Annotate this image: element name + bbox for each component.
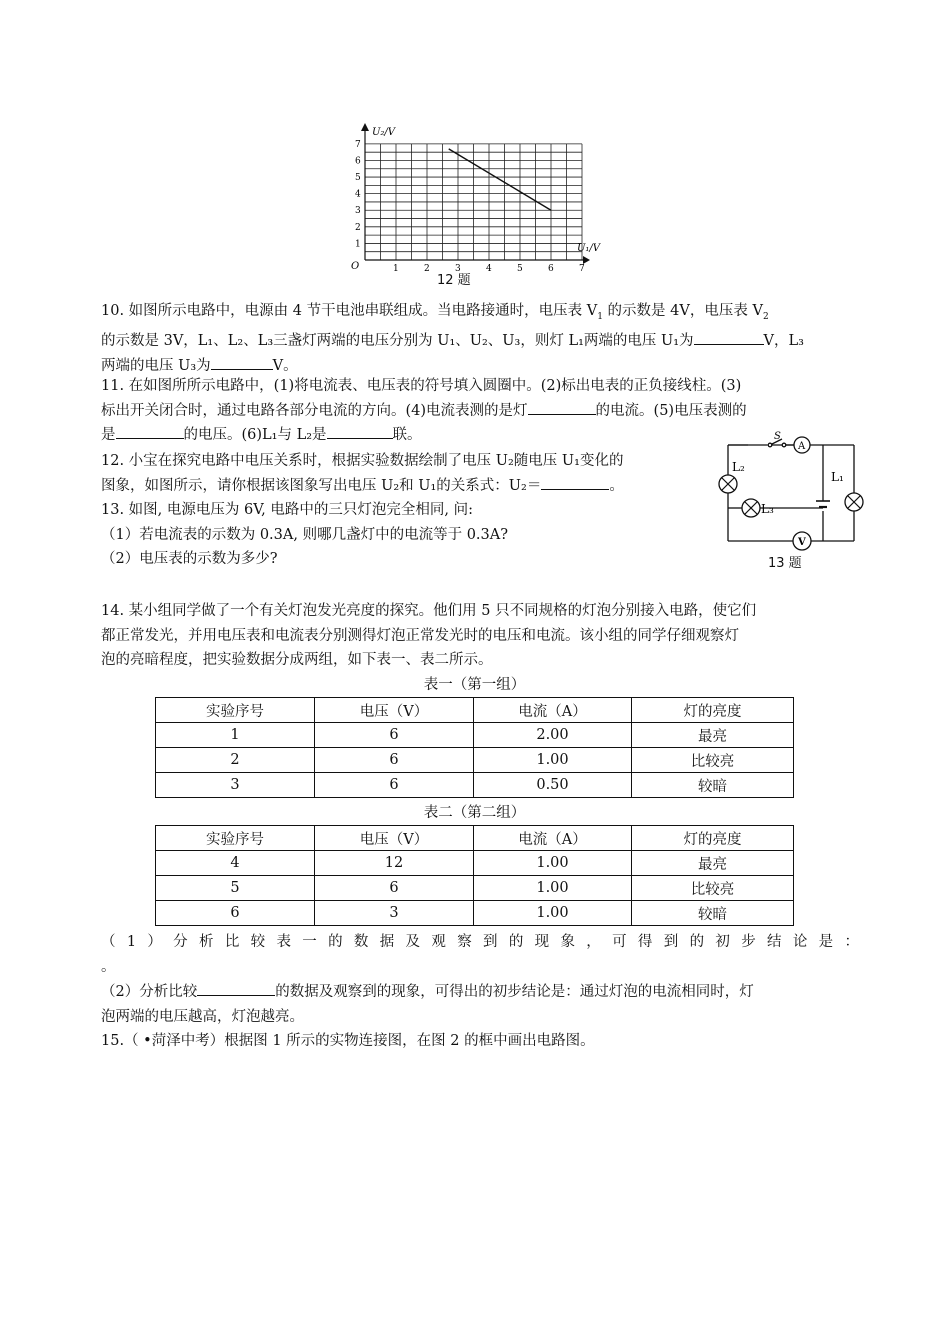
table-row	[156, 773, 794, 798]
table-row	[156, 851, 794, 876]
table-cell: 6	[315, 723, 474, 748]
q14-sub2	[101, 980, 861, 1029]
table-cell: 12	[315, 851, 474, 876]
table-cell: 最亮	[632, 851, 794, 876]
q10-sub-v1: 1	[597, 311, 603, 322]
table-cell: 1.00	[474, 901, 632, 926]
x-tick-label: 4	[486, 264, 492, 274]
graph-x-axis-label: U₁/V	[577, 243, 601, 254]
table-cell: 1	[156, 723, 315, 748]
voltage-graph	[345, 123, 605, 283]
q14-sub2a: （2）分析比较	[101, 984, 198, 1000]
x-tick-label: 1	[393, 264, 399, 274]
table-cell: 2	[156, 748, 315, 773]
table-cell: 1.00	[474, 876, 632, 901]
lamp-l2-label: L₂	[732, 460, 745, 474]
q12-blank-relation[interactable]	[541, 474, 609, 490]
q10-sub-v2: 2	[762, 311, 769, 322]
q11-blank-voltage[interactable]	[116, 423, 184, 439]
q13-sub1: （1）若电流表的示数为 0.3A, 则哪几盏灯中的电流等于 0.3A?	[101, 526, 508, 543]
table-cell: 比较亮	[632, 876, 794, 901]
lamp-l3-label: L₃	[761, 502, 774, 516]
table-header-cell: 实验序号	[156, 826, 315, 851]
question-13	[101, 498, 711, 572]
graph-caption: 12 题	[437, 273, 471, 288]
table-cell: 4	[156, 851, 315, 876]
question-11	[101, 374, 861, 448]
q11-line3a: 是	[101, 427, 116, 443]
table-cell: 较暗	[632, 901, 794, 926]
q12-line1: 12. 小宝在探究电路中电压关系时，根据实验数据绘制了电压 U₂随电压 U₁变化的	[101, 453, 624, 469]
q14-sub1-end: 。	[101, 959, 116, 975]
table-cell: 比较亮	[632, 748, 794, 773]
q11-line1: 11. 在如图所所示电路中，(1)将电流表、电压表的符号填入圆圈中。(2)标出电表的正负接线柱。(3)	[101, 378, 742, 394]
y-tick-label: 3	[355, 206, 361, 217]
table-2	[155, 825, 794, 926]
x-tick-label: 6	[548, 264, 554, 274]
table-cell: 6	[156, 901, 315, 926]
q10-line1: 10. 如图所示电路中，电源由 4 节干电池串联组成。当电路接通时，电压表 V	[101, 303, 598, 319]
q14-blank-tables[interactable]	[197, 980, 275, 996]
graph-y-axis-label: U₂/V	[372, 127, 396, 138]
y-tick-label: 7	[355, 139, 361, 150]
q12-line2-end: 。	[609, 477, 624, 494]
y-tick-label: 2	[355, 222, 361, 233]
q10-line2-end: V，L₃	[763, 333, 804, 350]
q12-line2: 图象，如图所示，请你根据该图象写出电压 U₂和 U₁的关系式：U₂＝	[101, 477, 542, 494]
q14-sub1: （1）分析比较表一的数据及观察到的现象，可得到的初步结论是：	[101, 934, 861, 950]
table-cell: 5	[156, 876, 315, 901]
y-tick-label: 6	[355, 156, 361, 167]
q11-blank-connection[interactable]	[327, 423, 393, 439]
question-15	[101, 1029, 861, 1054]
circuit-caption: 13 题	[768, 556, 802, 571]
svg-text:A: A	[798, 441, 806, 452]
voltmeter-icon	[793, 532, 811, 550]
y-tick-label: 5	[355, 173, 361, 184]
table-cell: 6	[315, 876, 474, 901]
q10-blank-u3[interactable]	[211, 354, 273, 370]
table1-header-row	[156, 698, 794, 723]
table2-title: 表二（第二组）	[423, 805, 526, 821]
table-header-cell: 灯的亮度	[632, 826, 794, 851]
q15-line1: 15.（ •菏泽中考）根据图 1 所示的实物连接图，在图 2 的框中画出电路图。	[101, 1033, 595, 1049]
table1-title: 表一（第一组）	[423, 677, 526, 693]
q10-line1-end: 的示数是 4V，电压表 V	[602, 303, 763, 319]
table-cell: 3	[156, 773, 315, 798]
q11-line3b: 的电压。(6)L₁与 L₂是	[183, 427, 327, 443]
table-row	[156, 901, 794, 926]
question-14	[101, 599, 861, 673]
x-tick-label: 2	[424, 264, 430, 274]
lamp-l2-icon	[719, 475, 737, 493]
table-cell: 3	[315, 901, 474, 926]
q14-line3: 泡的亮暗程度，把实验数据分成两组，如下表一、表二所示。	[101, 652, 493, 668]
q14-sub2b: 的数据及观察到的现象，可得出的初步结论是：通过灯泡的电流相同时，灯	[275, 984, 754, 1000]
table-cell: 6	[315, 748, 474, 773]
table2-header-row	[156, 826, 794, 851]
table-cell: 0.50	[474, 773, 632, 798]
ammeter-icon	[794, 437, 810, 453]
table-cell: 6	[315, 773, 474, 798]
table-header-cell: 实验序号	[156, 698, 315, 723]
question-12	[101, 449, 711, 498]
y-tick-label: 1	[355, 239, 361, 250]
q11-blank-lamp[interactable]	[528, 399, 596, 415]
table-cell: 最亮	[632, 723, 794, 748]
y-tick-label: 4	[355, 189, 361, 200]
table-header-cell: 电压（V）	[315, 698, 474, 723]
table-header-cell: 电流（A）	[474, 826, 632, 851]
table-cell: 1.00	[474, 851, 632, 876]
table-row	[156, 876, 794, 901]
table-cell: 1.00	[474, 748, 632, 773]
graph-tick-labels	[355, 140, 585, 274]
table-header-cell: 电压（V）	[315, 826, 474, 851]
q10-line3: 两端的电压 U₃为	[101, 357, 211, 374]
svg-text:V: V	[798, 537, 806, 548]
table-header-cell: 电流（A）	[474, 698, 632, 723]
lamp-l1-icon	[845, 493, 863, 511]
circuit-wires	[728, 445, 854, 541]
lamp-l1-label: L₁	[831, 470, 844, 484]
table-header-cell: 灯的亮度	[632, 698, 794, 723]
question-10	[101, 299, 861, 378]
circuit-diagram	[718, 431, 868, 561]
q10-blank-u1[interactable]	[694, 329, 764, 345]
switch-label: S	[774, 431, 781, 442]
q14-sub2c: 泡两端的电压越高，灯泡越亮。	[101, 1008, 304, 1025]
q13-line1: 13. 如图, 电源电压为 6V, 电路中的三只灯泡完全相同, 问:	[101, 502, 473, 518]
table-row	[156, 723, 794, 748]
q11-line2a: 标出开关闭合时，通过电路各部分电流的方向。(4)电流表测的是灯	[101, 402, 528, 419]
x-tick-label: 5	[517, 264, 523, 274]
graph-grid	[365, 144, 582, 260]
lamp-l3-icon	[742, 499, 760, 517]
q10-line3-end: V。	[272, 357, 298, 374]
x-tick-label: 3	[455, 264, 461, 274]
graph-origin-label: O	[351, 261, 360, 272]
q11-line3c: 联。	[392, 427, 422, 443]
table-cell: 较暗	[632, 773, 794, 798]
q14-line1: 14. 某小组同学做了一个有关灯泡发光亮度的探究。他们用 5 只不同规格的灯泡分别接入电路，使它们	[101, 603, 757, 619]
table-row	[156, 748, 794, 773]
q11-line2b: 的电流。(5)电压表测的	[595, 402, 747, 419]
table-cell: 2.00	[474, 723, 632, 748]
q13-sub2: （2）电压表的示数为多少?	[101, 551, 278, 567]
x-tick-label: 7	[579, 264, 585, 274]
table-1	[155, 697, 794, 798]
q14-line2: 都正常发光，并用电压表和电流表分别测得灯泡正常发光时的电压和电流。该小组的同学仔细观察灯	[101, 627, 739, 644]
q10-line2: 的示数是 3V，L₁、L₂、L₃三盏灯两端的电压分别为 U₁、U₂、U₃，则灯 L₁两端的电压 U₁为	[101, 333, 694, 350]
